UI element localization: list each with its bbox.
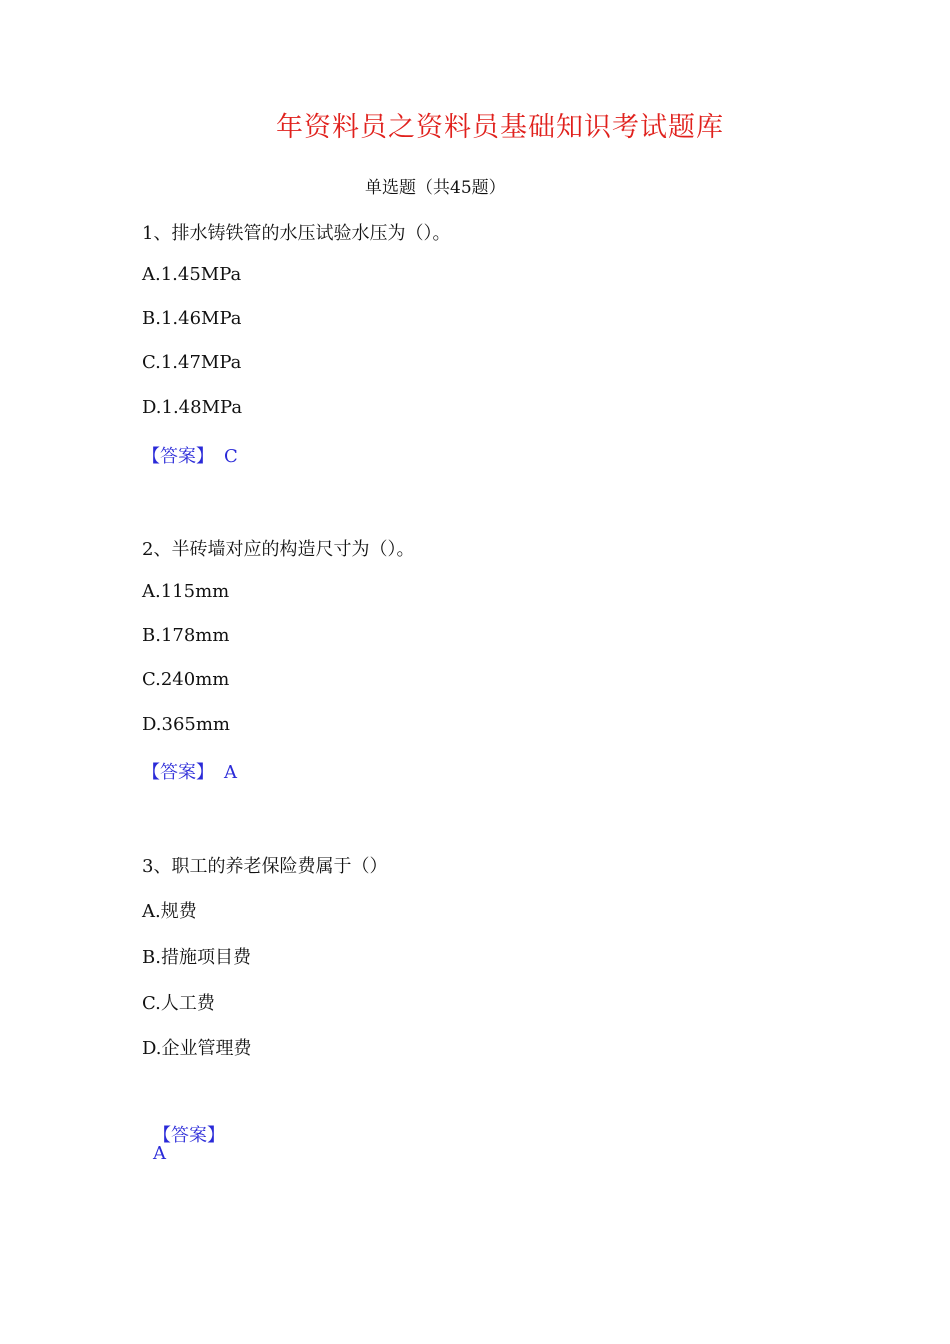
option-b: B.1.46MPa <box>142 308 242 329</box>
answer-value: A <box>224 762 237 783</box>
option-b: B.178mm <box>142 625 230 646</box>
answer-value: C <box>224 446 238 467</box>
answer-line <box>142 442 238 468</box>
option-c: C.240mm <box>142 669 230 690</box>
option-c: C.人工费 <box>142 993 215 1014</box>
option-d: D.企业管理费 <box>142 1038 252 1059</box>
answer-label: 【答案】 <box>142 446 214 467</box>
question-stem: 2、半砖墙对应的构造尺寸为（）。 <box>142 539 415 560</box>
answer-label: 【答案】 <box>142 762 214 783</box>
answer-line <box>142 758 237 784</box>
document-title: 年资料员之资料员基础知识考试题库 <box>276 112 724 143</box>
question-stem: 3、职工的养老保险费属于（） <box>142 856 388 877</box>
option-d: D.365mm <box>142 714 231 735</box>
answer-value: A <box>153 1143 166 1164</box>
section-heading: 单选题（共45题） <box>365 178 506 198</box>
option-b: B.措施项目费 <box>142 947 251 968</box>
option-c: C.1.47MPa <box>142 352 242 373</box>
question-stem: 1、排水铸铁管的水压试验水压为（）。 <box>142 223 451 244</box>
option-a: A.115mm <box>142 581 230 602</box>
answer-label: 【答案】 <box>153 1125 225 1146</box>
option-a: A.1.45MPa <box>142 264 242 285</box>
option-a: A.规费 <box>142 901 197 922</box>
option-d: D.1.48MPa <box>142 397 243 418</box>
